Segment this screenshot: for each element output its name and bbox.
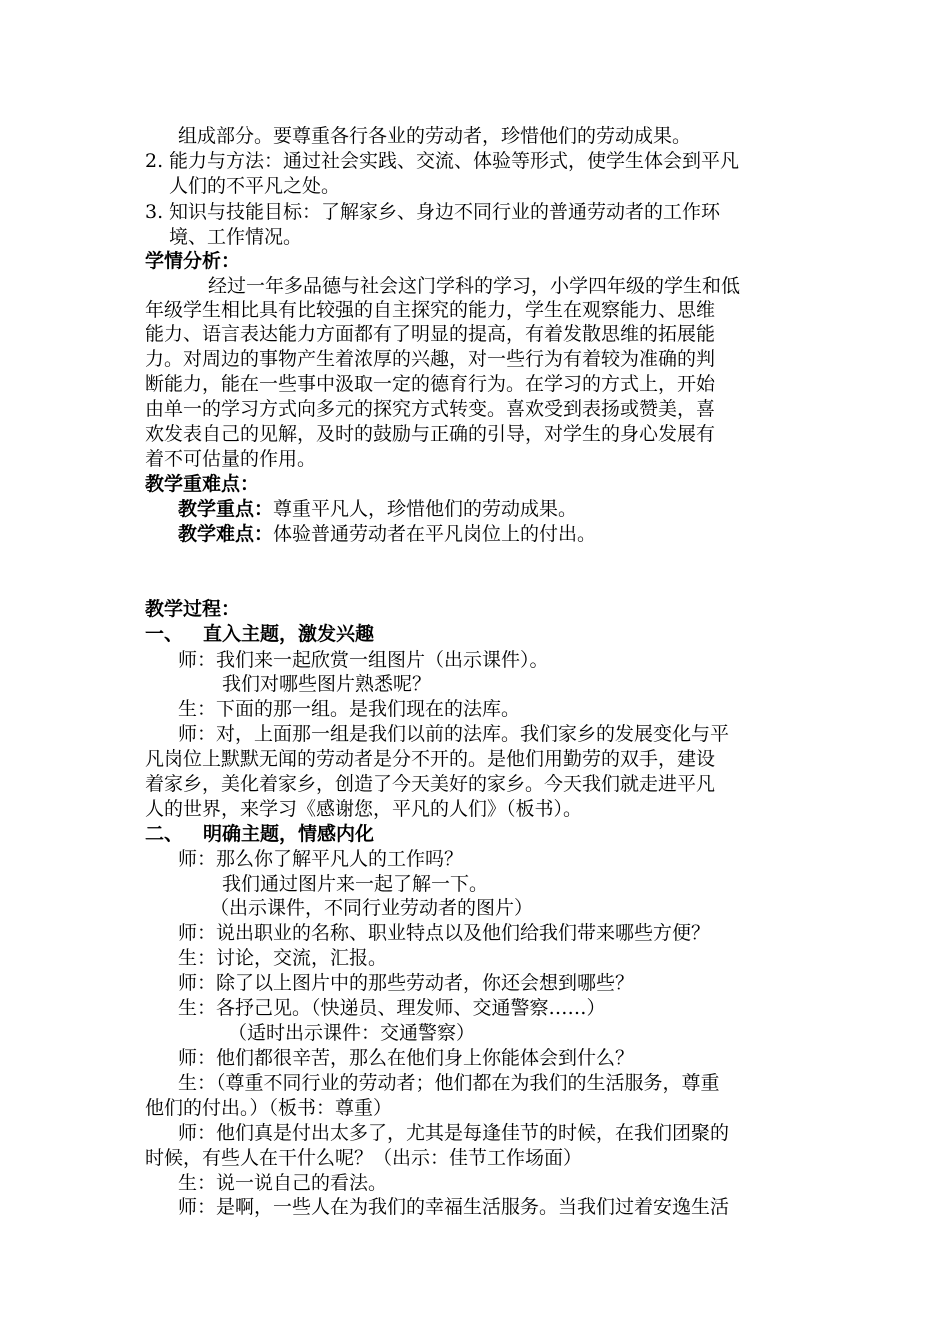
objective-2-line-1 bbox=[145, 149, 739, 173]
objective-3-number: 3. bbox=[145, 201, 164, 223]
analysis-line: 年级学生相比具有比较强的自主探究的能力，学生在观察能力、思维 bbox=[145, 299, 716, 321]
dialogue-line: 我们通过图片来一起了解一下。 bbox=[222, 873, 489, 895]
analysis-line: 欢发表自己的见解，及时的鼓励与正确的引导，对学生的身心发展有 bbox=[145, 423, 716, 445]
dialogue-line: 生：说一说自己的看法。 bbox=[178, 1172, 388, 1194]
analysis-line: 着不可估量的作用。 bbox=[145, 448, 317, 470]
analysis-line: 断能力，能在一些事中汲取一定的德育行为。在学习的方式上，开始 bbox=[145, 373, 716, 395]
objective-3-line-2: 境、工作情况。 bbox=[169, 226, 303, 248]
process-heading: 教学过程： bbox=[145, 598, 241, 620]
objective-3-line-1 bbox=[145, 200, 720, 224]
teaching-focus bbox=[178, 497, 577, 521]
dialogue-line: 师：他们都很辛苦，那么在他们身上你能体会到什么？ bbox=[178, 1047, 635, 1069]
dialogue-line: （出示课件，不同行业劳动者的图片） bbox=[210, 897, 534, 919]
key-points-heading: 教学重难点： bbox=[145, 473, 260, 495]
dialogue-line: （适时出示课件：交通警察） bbox=[228, 1022, 476, 1044]
teaching-difficulty bbox=[178, 522, 596, 546]
dialogue-line: 人的世界，来学习《感谢您，平凡的人们》（板书）。 bbox=[145, 798, 583, 820]
dialogue-line: 生：下面的那一组。是我们现在的法库。 bbox=[178, 698, 521, 720]
dialogue-line: 我们对哪些图片熟悉呢？ bbox=[222, 673, 432, 695]
analysis-heading: 学情分析： bbox=[145, 250, 241, 272]
dialogue-line: 时候，有些人在干什么呢？（出示：佳节工作场面） bbox=[145, 1147, 583, 1169]
analysis-line: 由单一的学习方式向多元的探究方式转变。喜欢受到表扬或赞美，喜 bbox=[145, 398, 716, 420]
dialogue-line: 生：各抒己见。（快递员、理发师、交通警察……） bbox=[178, 997, 606, 1019]
objective-2-number: 2. bbox=[145, 150, 164, 172]
dialogue-line: 着家乡，美化着家乡，创造了今天美好的家乡。今天我们就走进平凡 bbox=[145, 773, 716, 795]
section-2-number: 二、 bbox=[145, 823, 184, 845]
dialogue-line: 师：除了以上图片中的那些劳动者，你还会想到哪些？ bbox=[178, 972, 635, 994]
dialogue-line: 师：说出职业的名称、职业特点以及他们给我们带来哪些方便？ bbox=[178, 922, 711, 944]
analysis-line: 能力、语言表达能力方面都有了明显的提高，有着发散思维的拓展能 bbox=[145, 323, 716, 345]
analysis-line: 经过一年多品德与社会这门学科的学习，小学四年级的学生和低 bbox=[208, 275, 741, 297]
analysis-line: 力。对周边的事物产生着浓厚的兴趣，对一些行为有着较为准确的判 bbox=[145, 348, 716, 370]
teaching-focus-label: 教学重点： bbox=[178, 498, 274, 520]
dialogue-line: 师：他们真是付出太多了，尤其是每逢佳节的时候，在我们团聚的 bbox=[178, 1122, 730, 1144]
section-2-heading bbox=[145, 822, 374, 846]
section-1-heading bbox=[145, 622, 374, 646]
dialogue-line: 生：讨论，交流，汇报。 bbox=[178, 947, 388, 969]
section-2-title: 明确主题，情感内化 bbox=[203, 823, 375, 845]
dialogue-line: 生：（尊重不同行业的劳动者；他们都在为我们的生活服务，尊重 bbox=[178, 1072, 720, 1094]
section-1-title: 直入主题，激发兴趣 bbox=[203, 623, 375, 645]
dialogue-line: 师：对，上面那一组是我们以前的法库。我们家乡的发展变化与平 bbox=[178, 723, 730, 745]
section-1-number: 一、 bbox=[145, 623, 184, 645]
dialogue-line: 凡岗位上默默无闻的劳动者是分不开的。是他们用勤劳的双手，建设 bbox=[145, 748, 716, 770]
dialogue-line: 师：是啊，一些人在为我们的幸福生活服务。当我们过着安逸生活 bbox=[178, 1196, 730, 1218]
objective-1-continuation: 组成部分。要尊重各行各业的劳动者，珍惜他们的劳动成果。 bbox=[178, 125, 692, 147]
teaching-difficulty-text: 体验普通劳动者在平凡岗位上的付出。 bbox=[273, 523, 597, 545]
objective-2-line-2: 人们的不平凡之处。 bbox=[169, 175, 341, 197]
dialogue-line: 他们的付出。）（板书：尊重） bbox=[145, 1097, 393, 1119]
teaching-focus-text: 尊重平凡人，珍惜他们的劳动成果。 bbox=[273, 498, 578, 520]
teaching-difficulty-label: 教学难点： bbox=[178, 523, 274, 545]
objective-3-text: 知识与技能目标：了解家乡、身边不同行业的普通劳动者的工作环 bbox=[169, 201, 721, 223]
dialogue-line: 师：我们来一起欣赏一组图片（出示课件）。 bbox=[178, 649, 549, 671]
dialogue-line: 师：那么你了解平凡人的工作吗？ bbox=[178, 848, 464, 870]
objective-2-text: 能力与方法：通过社会实践、交流、体验等形式，使学生体会到平凡 bbox=[169, 150, 740, 172]
